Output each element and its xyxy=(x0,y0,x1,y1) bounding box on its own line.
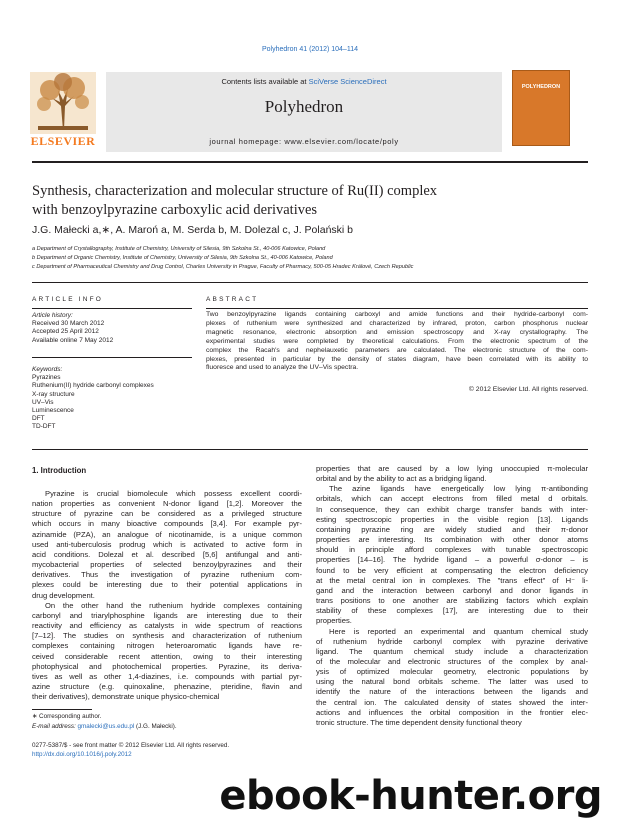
body-text-line: nation properties as convenient N-donor ligand [1,2]. Moreover the xyxy=(32,499,302,509)
history-received: Received 30 March 2012 xyxy=(32,320,105,328)
abstract-rule xyxy=(206,308,588,309)
introduction-left-column xyxy=(32,489,302,702)
history-label: Article history: xyxy=(32,312,73,319)
abstract-line: fluoresce and used to analyze the UV–Vis spectra. xyxy=(206,364,359,372)
article-history xyxy=(32,312,192,345)
body-text-line: properties [14–16]. The hydride ligand – a powerful σ-donor – is xyxy=(316,555,588,565)
history-accepted: Accepted 25 April 2012 xyxy=(32,328,99,336)
affiliation-rule xyxy=(32,282,588,283)
issn-line: 0277-5387/$ - see front matter © 2012 Elsevier Ltd. All rights reserved. xyxy=(32,742,230,749)
author-list: J.G. Małecki a,∗, A. Maroń a, M. Serda b, M. Dolezal c, J. Polański b xyxy=(32,224,353,236)
body-text-line: derivatives. Thus the investigation of pyrazine ruthenium com- xyxy=(32,570,302,580)
abstract-line: complex the Racah's and nephelauxetic parameters are calculated. The electronic structure of the com- xyxy=(206,346,588,354)
title-line-1: Synthesis, characterization and molecular structure of Ru(II) complex xyxy=(32,183,438,199)
keywords-rule xyxy=(32,357,192,358)
body-text-line: should in principle afford complexes with tunable spectroscopic xyxy=(316,545,588,555)
keyword-item: UV–Vis xyxy=(32,398,54,406)
body-text-line: reactivity and efficiency as catalysts in wide spectrum of reactions xyxy=(32,621,302,631)
journal-name: Polyhedron xyxy=(264,97,344,116)
body-text-line: drug development. xyxy=(32,590,95,600)
body-text-line: at the metal central ion in complexes. The "trans effect" of H⁻ li- xyxy=(316,575,588,585)
contents-availability xyxy=(106,77,502,86)
affiliation-b: b Department of Organic Chemistry, Institute of Chemistry, University of Silesia, 9th Szkolna St., 40-006 Katowice, Poland xyxy=(32,255,333,261)
body-text-line: used anti-tuberculosis prodrug which is activated to active form in xyxy=(32,539,302,549)
abstract-line: Two benzoylpyrazine ligands containing carboxyl and amide functions and their hydride-carbonyl com- xyxy=(206,311,588,318)
journal-reference[interactable]: Polyhedron 41 (2012) 104–114 xyxy=(261,46,358,53)
body-text-line: azine structure (e.g. quinoxaline, phenazine, pteridine, flavin and xyxy=(32,681,302,691)
keyword-item: Pyrazines xyxy=(32,374,61,382)
contents-prefix: Contents lists available at xyxy=(221,77,309,86)
email-footnote xyxy=(32,723,302,730)
body-text-line: containing pyrazine ring are widely studied and their π-donor xyxy=(316,524,588,534)
body-text-line: Here is reported an experimental and quantum chemical study xyxy=(329,626,588,636)
journal-homepage[interactable]: journal homepage: www.elsevier.com/locate/poly xyxy=(209,137,399,146)
body-text-line: [7–12]. The studies on synthesis and characterization of ruthenium xyxy=(32,631,302,641)
body-text-line: orbitals, which can accept electrons from filled metal d orbitals. xyxy=(316,494,588,504)
body-text-line: trans positions to one another are stabilizing factors which explain xyxy=(316,596,588,606)
email-label: E-mail address: xyxy=(32,723,78,730)
body-text-line: azinamide (PZA), an analogue of nicotinamide, is a unique common xyxy=(32,529,302,539)
body-text-line: ysis of optimized molecular geometry, electronic populations by xyxy=(316,667,588,677)
body-text-line: esting spectroscopic properties in the visible region [13]. Ligands xyxy=(316,514,588,524)
body-text-line: their derivatives), demonstrate unique physico-chemical xyxy=(32,692,220,702)
body-text-line: properties that are caused by a low lying unoccupied π-molecular xyxy=(316,464,588,473)
watermark: ebook-hunter.org xyxy=(219,773,602,819)
article-title xyxy=(32,182,592,220)
keywords-label: Keywords: xyxy=(32,366,63,373)
affiliation-a: a Department of Crystallography, Institute of Chemistry, University of Silesia, 9th Szkolna St., 40-006 Katowice, Poland xyxy=(32,246,326,252)
body-text-line: ceived considerable recent attention, owing to their interesting xyxy=(32,651,302,661)
body-text-line: On the other hand the ruthenium hydride complexes containing xyxy=(45,600,302,610)
article-info-heading: ARTICLE INFO xyxy=(32,296,104,303)
body-text-line: stability of these complexes [17], are interesting due to their xyxy=(316,606,588,616)
body-text-line: acid conditions. Dolezal et al. described [5,6] antifungal and anti- xyxy=(32,549,302,559)
abstract-bottom-rule xyxy=(32,449,588,450)
doi-link[interactable]: http://dx.doi.org/10.1016/j.poly.2012 xyxy=(32,751,132,758)
keyword-item: Ruthenium(II) hydride carbonyl complexes xyxy=(32,382,154,390)
email-suffix: (J.G. Małecki). xyxy=(134,723,177,730)
body-text-line: mycobacterial properties of selected benzoylpyrazines and their xyxy=(32,560,302,570)
body-text-line: Pyrazine is crucial biomolecule which possess excellent coordi- xyxy=(45,489,302,498)
body-text-line: The azine ligands have energetically low lying π-antibonding xyxy=(329,484,588,494)
footnote-rule xyxy=(32,709,92,710)
body-text-line: the central ion. The calculated density of states showed the inter- xyxy=(316,697,588,707)
body-text-line: found to be very efficient at compensating the electron deficiency xyxy=(316,565,588,575)
body-text-line: which occurs in many bioactive compounds [3,4]. For example pyr- xyxy=(32,519,302,529)
body-text-line: tives as well as other 1,4-diazines, i.e. compounds with partial pyr- xyxy=(32,671,302,681)
abstract-line: magnetic resonance, electronic absorption and emission spectroscopy and X-ray crystallography. The xyxy=(206,328,588,336)
abstract-copyright: © 2012 Elsevier Ltd. All rights reserved. xyxy=(468,386,588,393)
keyword-item: X-ray structure xyxy=(32,390,75,398)
body-text-line: of ruthenium hydride carbonyl complex with pyrazine derivative xyxy=(316,636,588,646)
body-text-line: using the natural bond orbitals scheme. The latter was used to xyxy=(316,677,588,687)
journal-cover-title: POLYHEDRON xyxy=(521,84,561,90)
body-text-line: structure of pyrazine can be considered as a privileged structure xyxy=(32,509,302,519)
body-text-line: plexes could be interesting due to their potential applications in xyxy=(32,580,302,590)
keyword-item: Luminescence xyxy=(32,407,74,415)
keywords-block xyxy=(32,366,192,432)
keyword-item: TD-DFT xyxy=(32,423,56,431)
body-text-line: complexes containing nitrogen heteroaromatic ligands have re- xyxy=(32,641,302,651)
body-text-line: carbonyl and triarylphosphine ligands are interesting due to their xyxy=(32,610,302,620)
abstract-heading: ABSTRACT xyxy=(206,296,259,303)
abstract-line: plexes, presented in particular by the density of states diagram, have been correlated with its ability to xyxy=(206,355,588,363)
header-rule xyxy=(32,161,588,163)
title-line-2: with benzoylpyrazine carboxylic acid derivatives xyxy=(32,202,318,218)
body-text-line: photophysical and photochemical properties. Pyrazine, its deriva- xyxy=(32,661,302,671)
body-text-line: orbital and by the ability to act as a bridging ligand. xyxy=(316,474,487,484)
body-text-line: actions and influences the orbital composition in the frontier elec- xyxy=(316,707,588,717)
body-text-line: of the molecular and electronic structures of the complex by anal- xyxy=(316,656,588,666)
elsevier-wordmark: ELSEVIER xyxy=(30,134,96,148)
keyword-item: DFT xyxy=(32,415,45,423)
body-text-line: tronic structure. The time dependent density functional theory xyxy=(316,717,522,727)
abstract-line: experimental studies were completed by theoretical calculations. From the electronic spectrum of the xyxy=(206,337,588,345)
corresponding-author-note: ∗ Corresponding author. xyxy=(32,713,102,720)
body-text-line: properties are interesting. Its combination with other donor atoms xyxy=(316,535,588,545)
body-text-line: ligand. The quantum chemical study include a characterization xyxy=(316,646,588,656)
body-text-line: In consequence, they can exhibit charge transfer bands with inter- xyxy=(316,504,588,514)
history-online: Available online 7 May 2012 xyxy=(32,336,114,344)
introduction-right-column xyxy=(316,464,588,728)
journal-cover-image xyxy=(512,70,570,146)
body-text-line: identify the nature of the interactions between the ligands and xyxy=(316,687,588,697)
abstract-text xyxy=(206,311,588,373)
article-info-rule xyxy=(32,308,192,309)
abstract-line: plexes of ruthenium were synthesized and characterized by infrared, proton, carbon phosphorus nuclear xyxy=(206,319,588,327)
sciencedirect-link[interactable]: SciVerse ScienceDirect xyxy=(308,77,387,86)
body-text-line: gand and the interaction between carbonyl and donor ligands in xyxy=(316,585,588,595)
author-email-link[interactable]: gmalecki@us.edu.pl xyxy=(77,723,135,730)
introduction-heading: 1. Introduction xyxy=(32,466,87,475)
affiliation-c: c Department of Pharmaceutical Chemistry and Drug Control, Charles University in Prague, Faculty of Pharmacy, 500-05 Hradec Králové, Czech Republic xyxy=(32,264,414,270)
body-text-line: properties. xyxy=(316,616,352,626)
